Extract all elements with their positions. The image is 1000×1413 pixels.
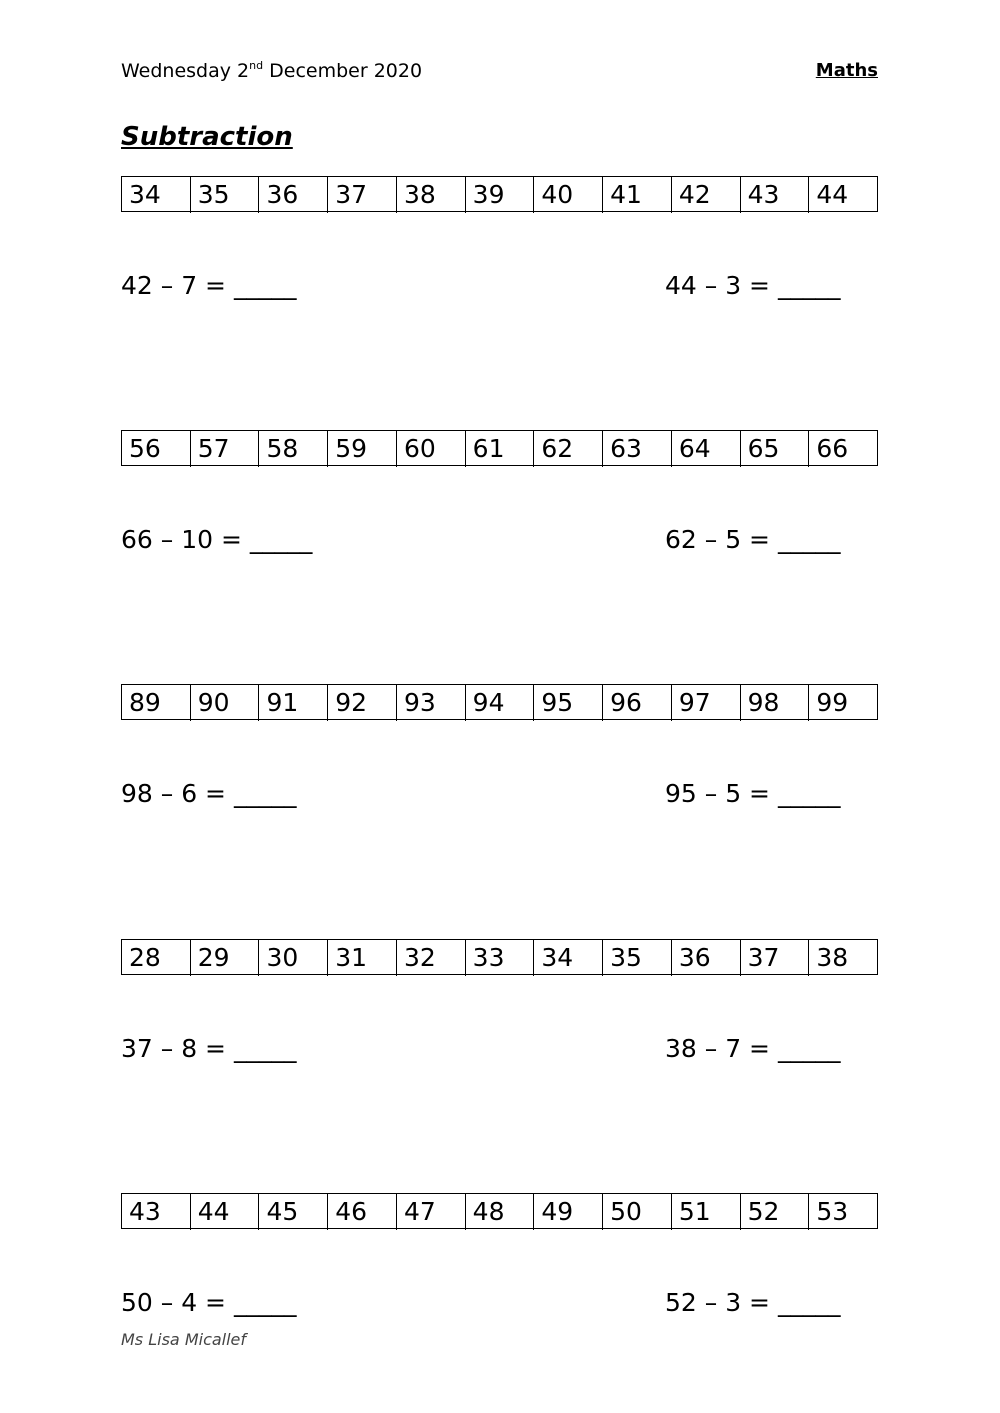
number-line-cell: 42 [671, 177, 740, 213]
number-line-cell: 96 [602, 685, 671, 721]
number-line-cell: 61 [465, 431, 534, 467]
number-line [121, 684, 878, 720]
number-line-cell: 66 [808, 431, 877, 467]
author-signature: Ms Lisa Micallef [121, 1330, 247, 1349]
number-line-cell: 91 [258, 685, 327, 721]
number-line-cell: 40 [533, 177, 602, 213]
subtraction-question-right[interactable]: 62 – 5 = _____ [665, 525, 841, 554]
number-line-cell: 97 [671, 685, 740, 721]
number-line-cell: 56 [129, 434, 161, 463]
number-line-cell: 57 [190, 431, 259, 467]
exercise-section [121, 1193, 878, 1317]
subject-label: Maths [815, 60, 878, 81]
number-line-cell: 36 [258, 177, 327, 213]
subtraction-question-right[interactable]: 38 – 7 = _____ [665, 1034, 841, 1063]
number-line-cell: 34 [129, 180, 161, 209]
number-line-cell: 36 [671, 940, 740, 976]
date-month-year: December 2020 [269, 60, 423, 82]
date-day: Wednesday 2 [121, 60, 250, 82]
number-line-cell: 37 [327, 177, 396, 213]
exercise-section [121, 684, 878, 808]
number-line-cell: 44 [190, 1194, 259, 1230]
number-line-cell: 38 [808, 940, 877, 976]
number-line-cell: 51 [671, 1194, 740, 1230]
number-line-cell: 99 [808, 685, 877, 721]
subtraction-question-left[interactable]: 42 – 7 = _____ [121, 271, 297, 300]
subtraction-question-right[interactable]: 95 – 5 = _____ [665, 779, 841, 808]
number-line-cell: 29 [190, 940, 259, 976]
number-line [121, 430, 878, 466]
number-line [121, 1193, 878, 1229]
number-line-cell: 39 [465, 177, 534, 213]
number-line-cell: 48 [465, 1194, 534, 1230]
number-line-cell: 41 [602, 177, 671, 213]
number-line-cell: 33 [465, 940, 534, 976]
exercise-section [121, 939, 878, 1063]
subtraction-question-left[interactable]: 37 – 8 = _____ [121, 1034, 297, 1063]
subtraction-question-left[interactable]: 66 – 10 = _____ [121, 525, 313, 554]
number-line-cell: 34 [533, 940, 602, 976]
number-line-cell: 94 [465, 685, 534, 721]
number-line-cell: 95 [533, 685, 602, 721]
number-line-cell: 43 [740, 177, 809, 213]
number-line-cell: 30 [258, 940, 327, 976]
number-line-cell: 38 [396, 177, 465, 213]
number-line-cell: 92 [327, 685, 396, 721]
number-line [121, 176, 878, 212]
number-line-cell: 44 [808, 177, 877, 213]
subtraction-question-left[interactable]: 98 – 6 = _____ [121, 779, 297, 808]
number-line-cell: 59 [327, 431, 396, 467]
number-line-cell: 90 [190, 685, 259, 721]
number-line-cell: 52 [740, 1194, 809, 1230]
number-line-cell: 45 [258, 1194, 327, 1230]
number-line-cell: 28 [129, 943, 161, 972]
number-line-cell: 47 [396, 1194, 465, 1230]
number-line [121, 939, 878, 975]
number-line-cell: 53 [808, 1194, 877, 1230]
subtraction-question-right[interactable]: 44 – 3 = _____ [665, 271, 841, 300]
number-line-cell: 93 [396, 685, 465, 721]
number-line-cell: 49 [533, 1194, 602, 1230]
number-line-cell: 60 [396, 431, 465, 467]
number-line-cell: 63 [602, 431, 671, 467]
number-line-cell: 46 [327, 1194, 396, 1230]
number-line-cell: 65 [740, 431, 809, 467]
number-line-cell: 32 [396, 940, 465, 976]
number-line-cell: 62 [533, 431, 602, 467]
number-line-cell: 64 [671, 431, 740, 467]
number-line-cell: 50 [602, 1194, 671, 1230]
number-line-cell: 43 [129, 1197, 161, 1226]
date-ordinal: nd [249, 58, 264, 72]
exercise-section [121, 176, 878, 300]
exercise-section [121, 430, 878, 554]
number-line-cell: 37 [740, 940, 809, 976]
number-line-cell: 35 [190, 177, 259, 213]
number-line-cell: 58 [258, 431, 327, 467]
number-line-cell: 98 [740, 685, 809, 721]
number-line-cell: 89 [129, 688, 161, 717]
worksheet-title: Subtraction [121, 122, 293, 152]
worksheet-date [121, 60, 422, 82]
subtraction-question-left[interactable]: 50 – 4 = _____ [121, 1288, 297, 1317]
number-line-cell: 35 [602, 940, 671, 976]
subtraction-question-right[interactable]: 52 – 3 = _____ [665, 1288, 841, 1317]
number-line-cell: 31 [327, 940, 396, 976]
